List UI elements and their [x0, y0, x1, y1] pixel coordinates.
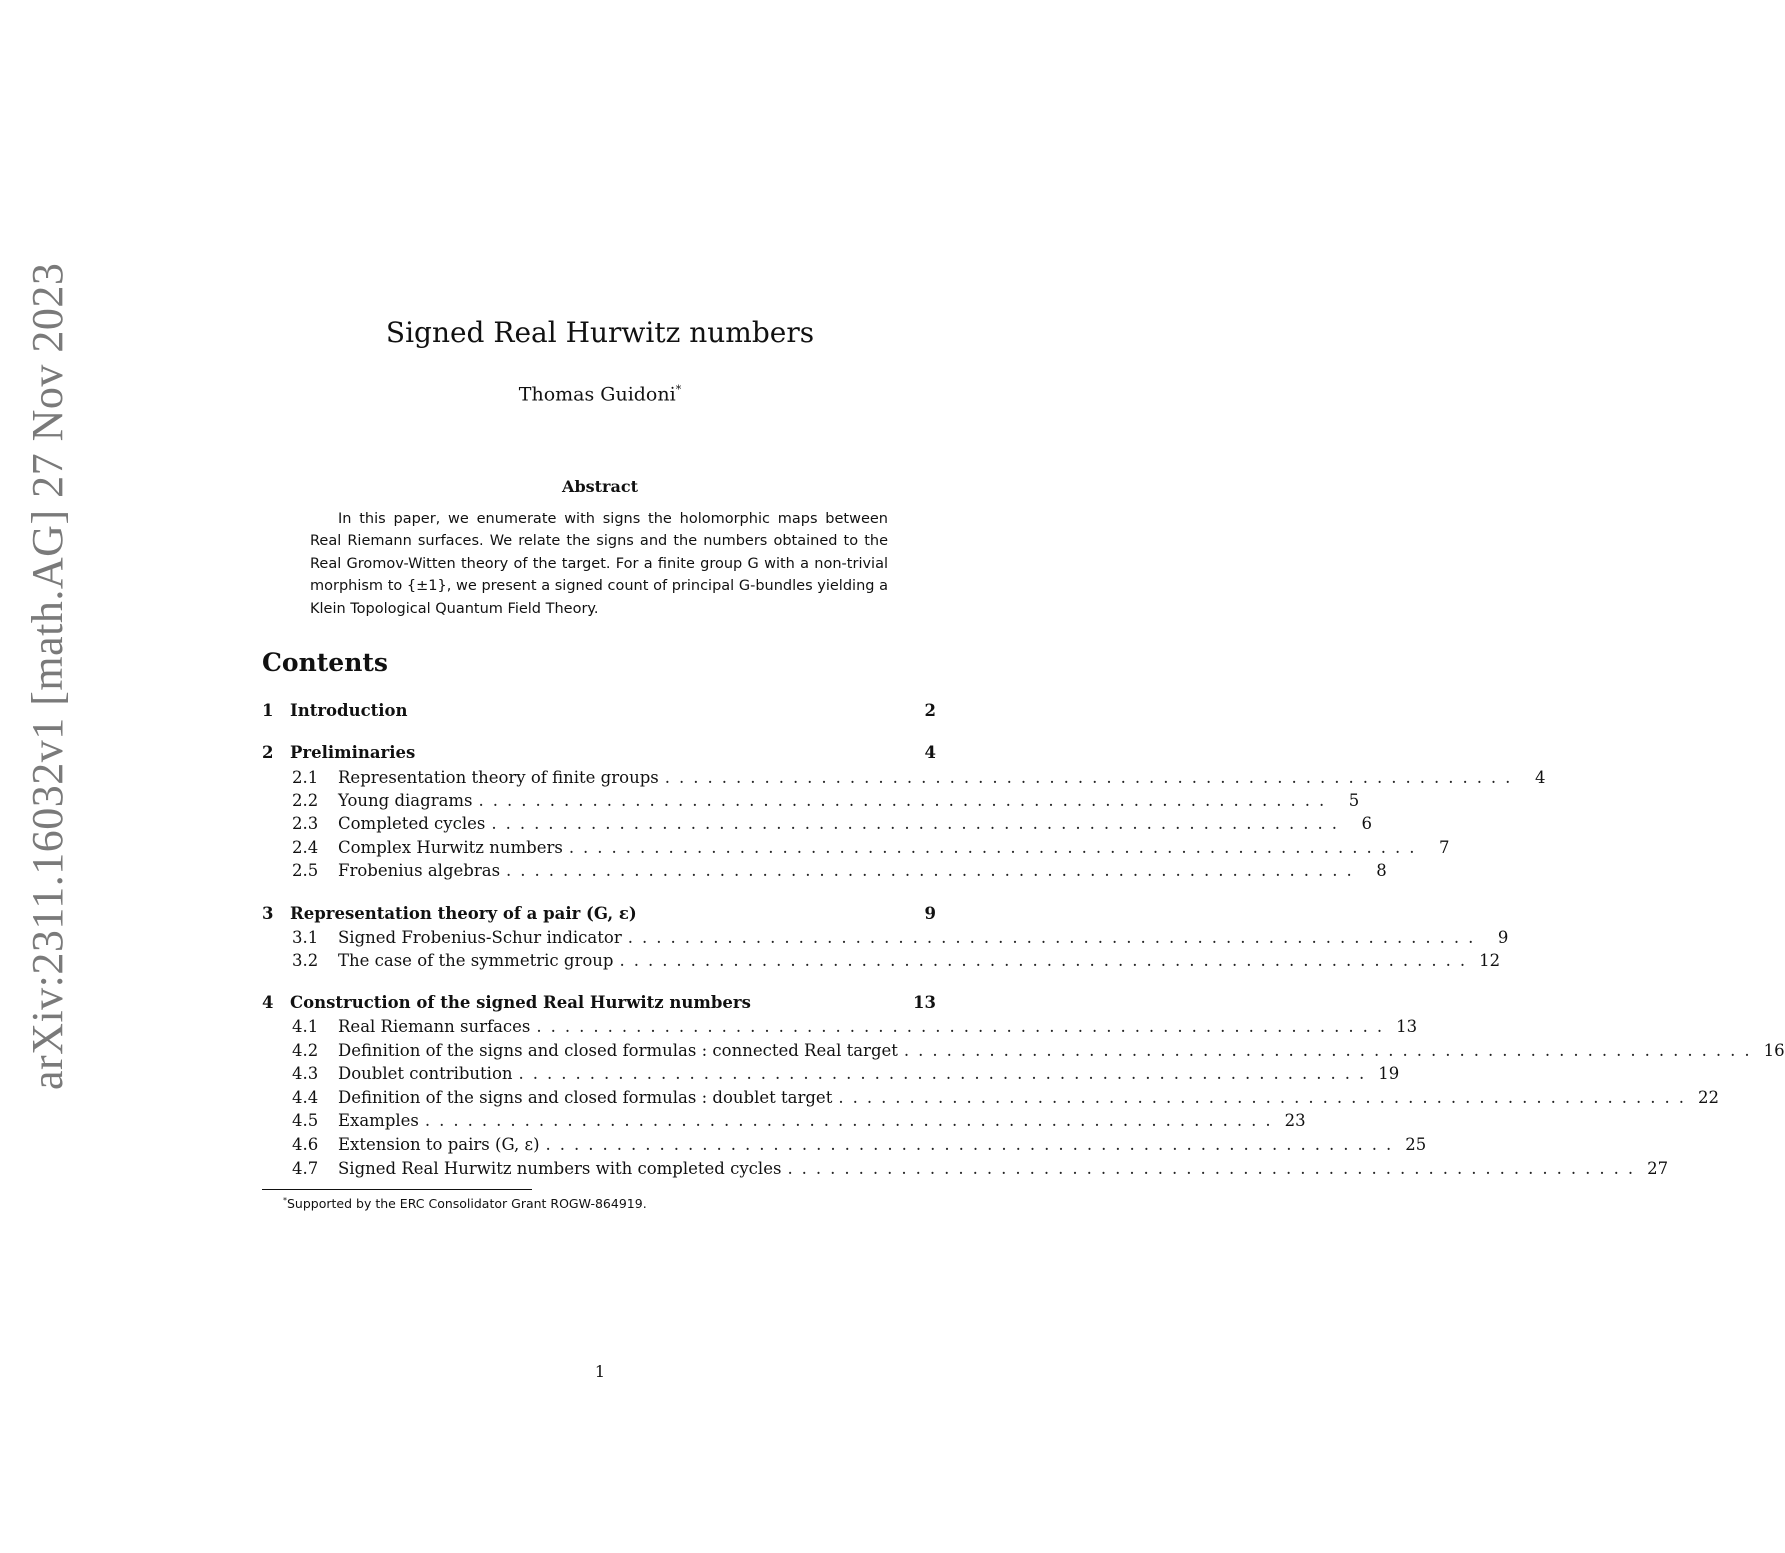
toc-number: 4.1: [292, 1017, 319, 1036]
toc-number: 3: [262, 904, 274, 923]
toc-number: 2.3: [292, 814, 319, 833]
toc-leader-dots: ............................................................: [545, 1135, 1401, 1154]
toc-title: The case of the symmetric group: [338, 951, 614, 970]
toc-page-number: 25: [1405, 1135, 1427, 1154]
toc-subsection-2-3[interactable]: [262, 812, 1373, 836]
toc-subsection-4-3[interactable]: [262, 1062, 1400, 1086]
toc-section-2[interactable]: [262, 741, 936, 765]
toc-page-number: 4: [924, 743, 936, 762]
toc-title: Signed Frobenius-Schur indicator: [338, 928, 622, 947]
toc-number: 4.6: [292, 1135, 319, 1154]
page-number: 1: [594, 1362, 606, 1381]
author-footnote-mark[interactable]: *: [675, 383, 682, 396]
toc-page-number: 12: [1479, 951, 1501, 970]
toc-page-number: 27: [1647, 1159, 1669, 1178]
footnote: [283, 1196, 647, 1211]
toc-leader-dots: ............................................................: [478, 791, 1334, 810]
toc-page-number: 23: [1284, 1111, 1306, 1130]
toc-leader-dots: ............................................................: [838, 1088, 1694, 1107]
toc-subsection-4-5[interactable]: [262, 1109, 1306, 1133]
toc-page-number: 8: [1376, 861, 1387, 880]
toc-subsection-2-5[interactable]: [262, 859, 1387, 883]
toc-title: Preliminaries: [290, 743, 416, 762]
toc-title: Examples: [338, 1111, 419, 1130]
toc-subsection-4-2[interactable]: [262, 1039, 1785, 1063]
toc-number: 4: [262, 993, 274, 1012]
toc-title: Definition of the signs and closed formulas : connected Real target: [338, 1041, 898, 1060]
toc-subsection-2-1[interactable]: [262, 766, 1546, 790]
toc-title: Signed Real Hurwitz numbers with completed cycles: [338, 1159, 782, 1178]
toc-page-number: 9: [1497, 928, 1509, 947]
footnote-rule: [262, 1189, 532, 1190]
toc-number: 4.5: [292, 1111, 319, 1130]
toc-subsection-2-2[interactable]: [262, 789, 1360, 813]
footnote-text: Supported by the ERC Consolidator Grant ROGW-864919.: [287, 1196, 647, 1212]
toc-leader-dots: ............................................................: [536, 1017, 1392, 1036]
toc-page-number: 2: [924, 701, 936, 720]
toc-number: 4.4: [292, 1088, 319, 1107]
toc-leader-dots: ............................................................: [619, 951, 1475, 970]
toc-subsection-4-4[interactable]: [262, 1086, 1720, 1110]
toc-subsection-4-7[interactable]: [262, 1157, 1669, 1181]
toc-number: 2: [262, 743, 274, 762]
toc-number: 4.3: [292, 1064, 319, 1083]
toc-section-1[interactable]: [262, 699, 936, 723]
contents-heading: Contents: [262, 648, 389, 677]
toc-subsection-4-1[interactable]: [262, 1015, 1418, 1039]
toc-title: Construction of the signed Real Hurwitz numbers: [290, 993, 751, 1012]
toc-number: 2.1: [292, 768, 319, 787]
toc-subsection-4-6[interactable]: [262, 1133, 1427, 1157]
toc-title: Doublet contribution: [338, 1064, 513, 1083]
toc-page-number: 9: [924, 904, 936, 923]
toc-section-4[interactable]: [262, 991, 936, 1015]
toc-leader-dots: ............................................................: [787, 1159, 1643, 1178]
toc-title: Young diagrams: [338, 791, 473, 810]
toc-title: Complex Hurwitz numbers: [338, 838, 563, 857]
toc-title: Representation theory of finite groups: [338, 768, 659, 787]
toc-title: Introduction: [290, 701, 408, 720]
toc-section-3[interactable]: [262, 902, 936, 926]
toc-title: Real Riemann surfaces: [338, 1017, 531, 1036]
toc-title: Definition of the signs and closed formulas : doublet target: [338, 1088, 833, 1107]
toc-subsection-2-4[interactable]: [262, 836, 1450, 860]
toc-leader-dots: ............................................................: [506, 861, 1361, 880]
toc-title: Representation theory of a pair (G, ε): [290, 904, 637, 923]
toc-leader-dots: ............................................................: [568, 838, 1424, 857]
toc-page-number: 22: [1698, 1088, 1720, 1107]
toc-number: 3.2: [292, 951, 319, 970]
abstract-heading: Abstract: [562, 477, 638, 496]
toc-number: 1: [262, 701, 274, 720]
toc-subsection-3-2[interactable]: [262, 949, 1501, 973]
toc-number: 3.1: [292, 928, 319, 947]
abstract-text: In this paper, we enumerate with signs the holomorphic maps between Real Riemann surfaces. We relate the signs and the numbers obtained to the Real Gromov-Witten theory of the target. For a finite group G with a non-trivial morphism to {±1}, we present a signed count of principal G-bundles yielding a Klein Topological Quantum Field Theory.: [310, 511, 888, 617]
toc-page-number: 7: [1439, 838, 1450, 857]
toc-leader-dots: ............................................................: [518, 1064, 1374, 1083]
table-of-contents: [262, 0, 1785, 1553]
arxiv-stamp: arXiv:2311.16032v1 [math.AG] 27 Nov 2023: [23, 262, 72, 1090]
toc-title: Extension to pairs (G, ε): [338, 1135, 540, 1154]
toc-subsection-3-1[interactable]: [262, 926, 1509, 950]
toc-number: 4.7: [292, 1159, 319, 1178]
toc-leader-dots: ............................................................: [424, 1111, 1280, 1130]
toc-number: 2.2: [292, 791, 319, 810]
toc-page-number: 16: [1763, 1041, 1785, 1060]
author-name: Thomas Guidoni: [518, 383, 676, 406]
toc-number: 2.5: [292, 861, 319, 880]
toc-number: 2.4: [292, 838, 319, 857]
toc-page-number: 4: [1534, 768, 1546, 787]
footnote-mark: *: [283, 1196, 287, 1205]
toc-page-number: 5: [1348, 791, 1360, 810]
toc-title: Frobenius algebras: [338, 861, 501, 880]
toc-title: Completed cycles: [338, 814, 486, 833]
toc-number: 4.2: [292, 1041, 319, 1060]
toc-page-number: 13: [913, 993, 936, 1012]
paper-title: Signed Real Hurwitz numbers: [385, 316, 815, 349]
toc-page-number: 6: [1361, 814, 1373, 833]
toc-leader-dots: ............................................................: [664, 768, 1520, 787]
toc-page-number: 19: [1378, 1064, 1400, 1083]
toc-leader-dots: ............................................................: [903, 1041, 1759, 1060]
toc-page-number: 13: [1396, 1017, 1418, 1036]
toc-leader-dots: ............................................................: [627, 928, 1483, 947]
toc-leader-dots: ............................................................: [491, 814, 1347, 833]
